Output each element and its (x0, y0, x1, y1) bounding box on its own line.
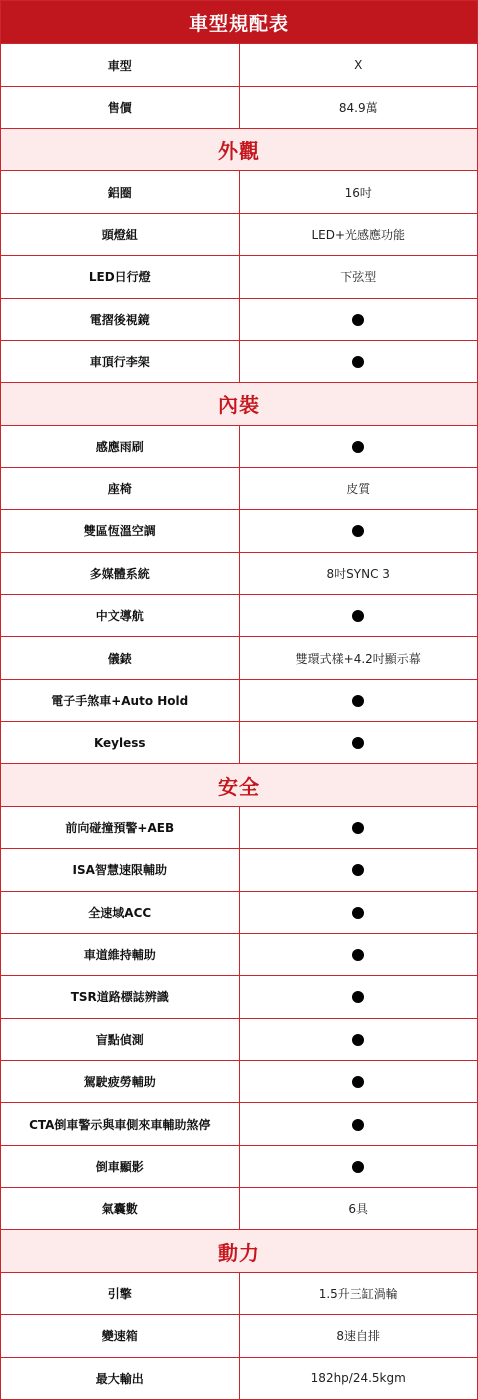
section-header-power (1, 1230, 478, 1272)
spec-row (1, 637, 478, 679)
section-header-interior (1, 383, 478, 425)
spec-row (1, 933, 478, 975)
equipped-dot-icon (352, 314, 364, 326)
spec-value-cell (239, 849, 478, 891)
spec-row (1, 1060, 478, 1102)
spec-value: 皮質 (239, 467, 478, 509)
equipped-dot-icon (352, 1119, 364, 1131)
equipped-dot-icon (352, 525, 364, 537)
spec-row (1, 1145, 478, 1187)
equipped-dot-icon (352, 695, 364, 707)
spec-row (1, 1103, 478, 1145)
spec-label: ISA智慧速限輔助 (1, 849, 240, 891)
equipped-dot-icon (352, 949, 364, 961)
equipped-dot-icon (352, 991, 364, 1003)
spec-row (1, 425, 478, 467)
spec-label: 多媒體系統 (1, 552, 240, 594)
spec-label: 電子手煞車+Auto Hold (1, 679, 240, 721)
spec-value: 8吋SYNC 3 (239, 552, 478, 594)
spec-label: 倒車顯影 (1, 1145, 240, 1187)
spec-label: 車型 (1, 44, 240, 86)
spec-label: 感應雨刷 (1, 425, 240, 467)
spec-row (1, 891, 478, 933)
spec-label: Keyless (1, 722, 240, 764)
spec-row (1, 44, 478, 86)
spec-row (1, 1272, 478, 1314)
spec-label: 盲點偵測 (1, 1018, 240, 1060)
table-title: 車型規配表 (1, 1, 478, 44)
spec-value-cell (239, 933, 478, 975)
section-title: 外觀 (1, 129, 478, 171)
spec-row (1, 256, 478, 298)
spec-label: 儀錶 (1, 637, 240, 679)
spec-label: 雙區恆溫空調 (1, 510, 240, 552)
spec-row (1, 86, 478, 128)
equipped-dot-icon (352, 1076, 364, 1088)
spec-row (1, 1018, 478, 1060)
spec-row (1, 213, 478, 255)
spec-value-cell (239, 1060, 478, 1102)
spec-value-cell (239, 298, 478, 340)
spec-label: 頭燈組 (1, 213, 240, 255)
spec-value: 84.9萬 (239, 86, 478, 128)
section-header-safety (1, 764, 478, 806)
equipped-dot-icon (352, 822, 364, 834)
section-header-exterior (1, 129, 478, 171)
spec-row (1, 679, 478, 721)
spec-value-cell (239, 1103, 478, 1145)
spec-label: 引擎 (1, 1272, 240, 1314)
section-title: 動力 (1, 1230, 478, 1272)
spec-value-cell (239, 425, 478, 467)
spec-value: 雙環式樣+4.2吋顯示幕 (239, 637, 478, 679)
spec-row (1, 340, 478, 382)
spec-value-cell (239, 510, 478, 552)
spec-value-cell (239, 722, 478, 764)
spec-row (1, 806, 478, 848)
spec-value-cell (239, 679, 478, 721)
spec-row (1, 849, 478, 891)
spec-row (1, 552, 478, 594)
spec-label: 售價 (1, 86, 240, 128)
spec-row (1, 298, 478, 340)
spec-value-cell (239, 595, 478, 637)
spec-label: 電摺後視鏡 (1, 298, 240, 340)
spec-row (1, 467, 478, 509)
spec-table-body (1, 1, 478, 1400)
spec-label: LED日行燈 (1, 256, 240, 298)
spec-row (1, 1315, 478, 1357)
spec-label: 最大輸出 (1, 1357, 240, 1400)
equipped-dot-icon (352, 864, 364, 876)
table-title-row (1, 1, 478, 44)
spec-label: 氣囊數 (1, 1188, 240, 1230)
spec-label: 車頂行李架 (1, 340, 240, 382)
spec-row (1, 1188, 478, 1230)
equipped-dot-icon (352, 737, 364, 749)
spec-value-cell (239, 806, 478, 848)
equipped-dot-icon (352, 610, 364, 622)
spec-value: 182hp/24.5kgm (239, 1357, 478, 1400)
spec-label: 中文導航 (1, 595, 240, 637)
spec-value-cell (239, 340, 478, 382)
spec-row (1, 976, 478, 1018)
spec-row (1, 595, 478, 637)
spec-row (1, 1357, 478, 1400)
spec-label: 車道維持輔助 (1, 933, 240, 975)
equipped-dot-icon (352, 907, 364, 919)
equipped-dot-icon (352, 356, 364, 368)
equipped-dot-icon (352, 441, 364, 453)
spec-value: X (239, 44, 478, 86)
spec-label: 鋁圈 (1, 171, 240, 213)
section-title: 安全 (1, 764, 478, 806)
spec-label: 變速箱 (1, 1315, 240, 1357)
section-title: 內裝 (1, 383, 478, 425)
spec-label: 座椅 (1, 467, 240, 509)
spec-row (1, 510, 478, 552)
spec-value: 8速自排 (239, 1315, 478, 1357)
spec-label: 駕駛疲勞輔助 (1, 1060, 240, 1102)
spec-value-cell (239, 1145, 478, 1187)
spec-value: LED+光感應功能 (239, 213, 478, 255)
spec-label: CTA倒車警示與車側來車輔助煞停 (1, 1103, 240, 1145)
spec-value: 6具 (239, 1188, 478, 1230)
spec-value: 16吋 (239, 171, 478, 213)
spec-value-cell (239, 1018, 478, 1060)
equipped-dot-icon (352, 1161, 364, 1173)
spec-value-cell (239, 976, 478, 1018)
spec-label: TSR道路標誌辨識 (1, 976, 240, 1018)
spec-label: 前向碰撞預警+AEB (1, 806, 240, 848)
spec-value: 下弦型 (239, 256, 478, 298)
spec-row (1, 171, 478, 213)
spec-value-cell (239, 891, 478, 933)
equipped-dot-icon (352, 1034, 364, 1046)
spec-label: 全速域ACC (1, 891, 240, 933)
spec-row (1, 722, 478, 764)
spec-value: 1.5升三缸渦輪 (239, 1272, 478, 1314)
